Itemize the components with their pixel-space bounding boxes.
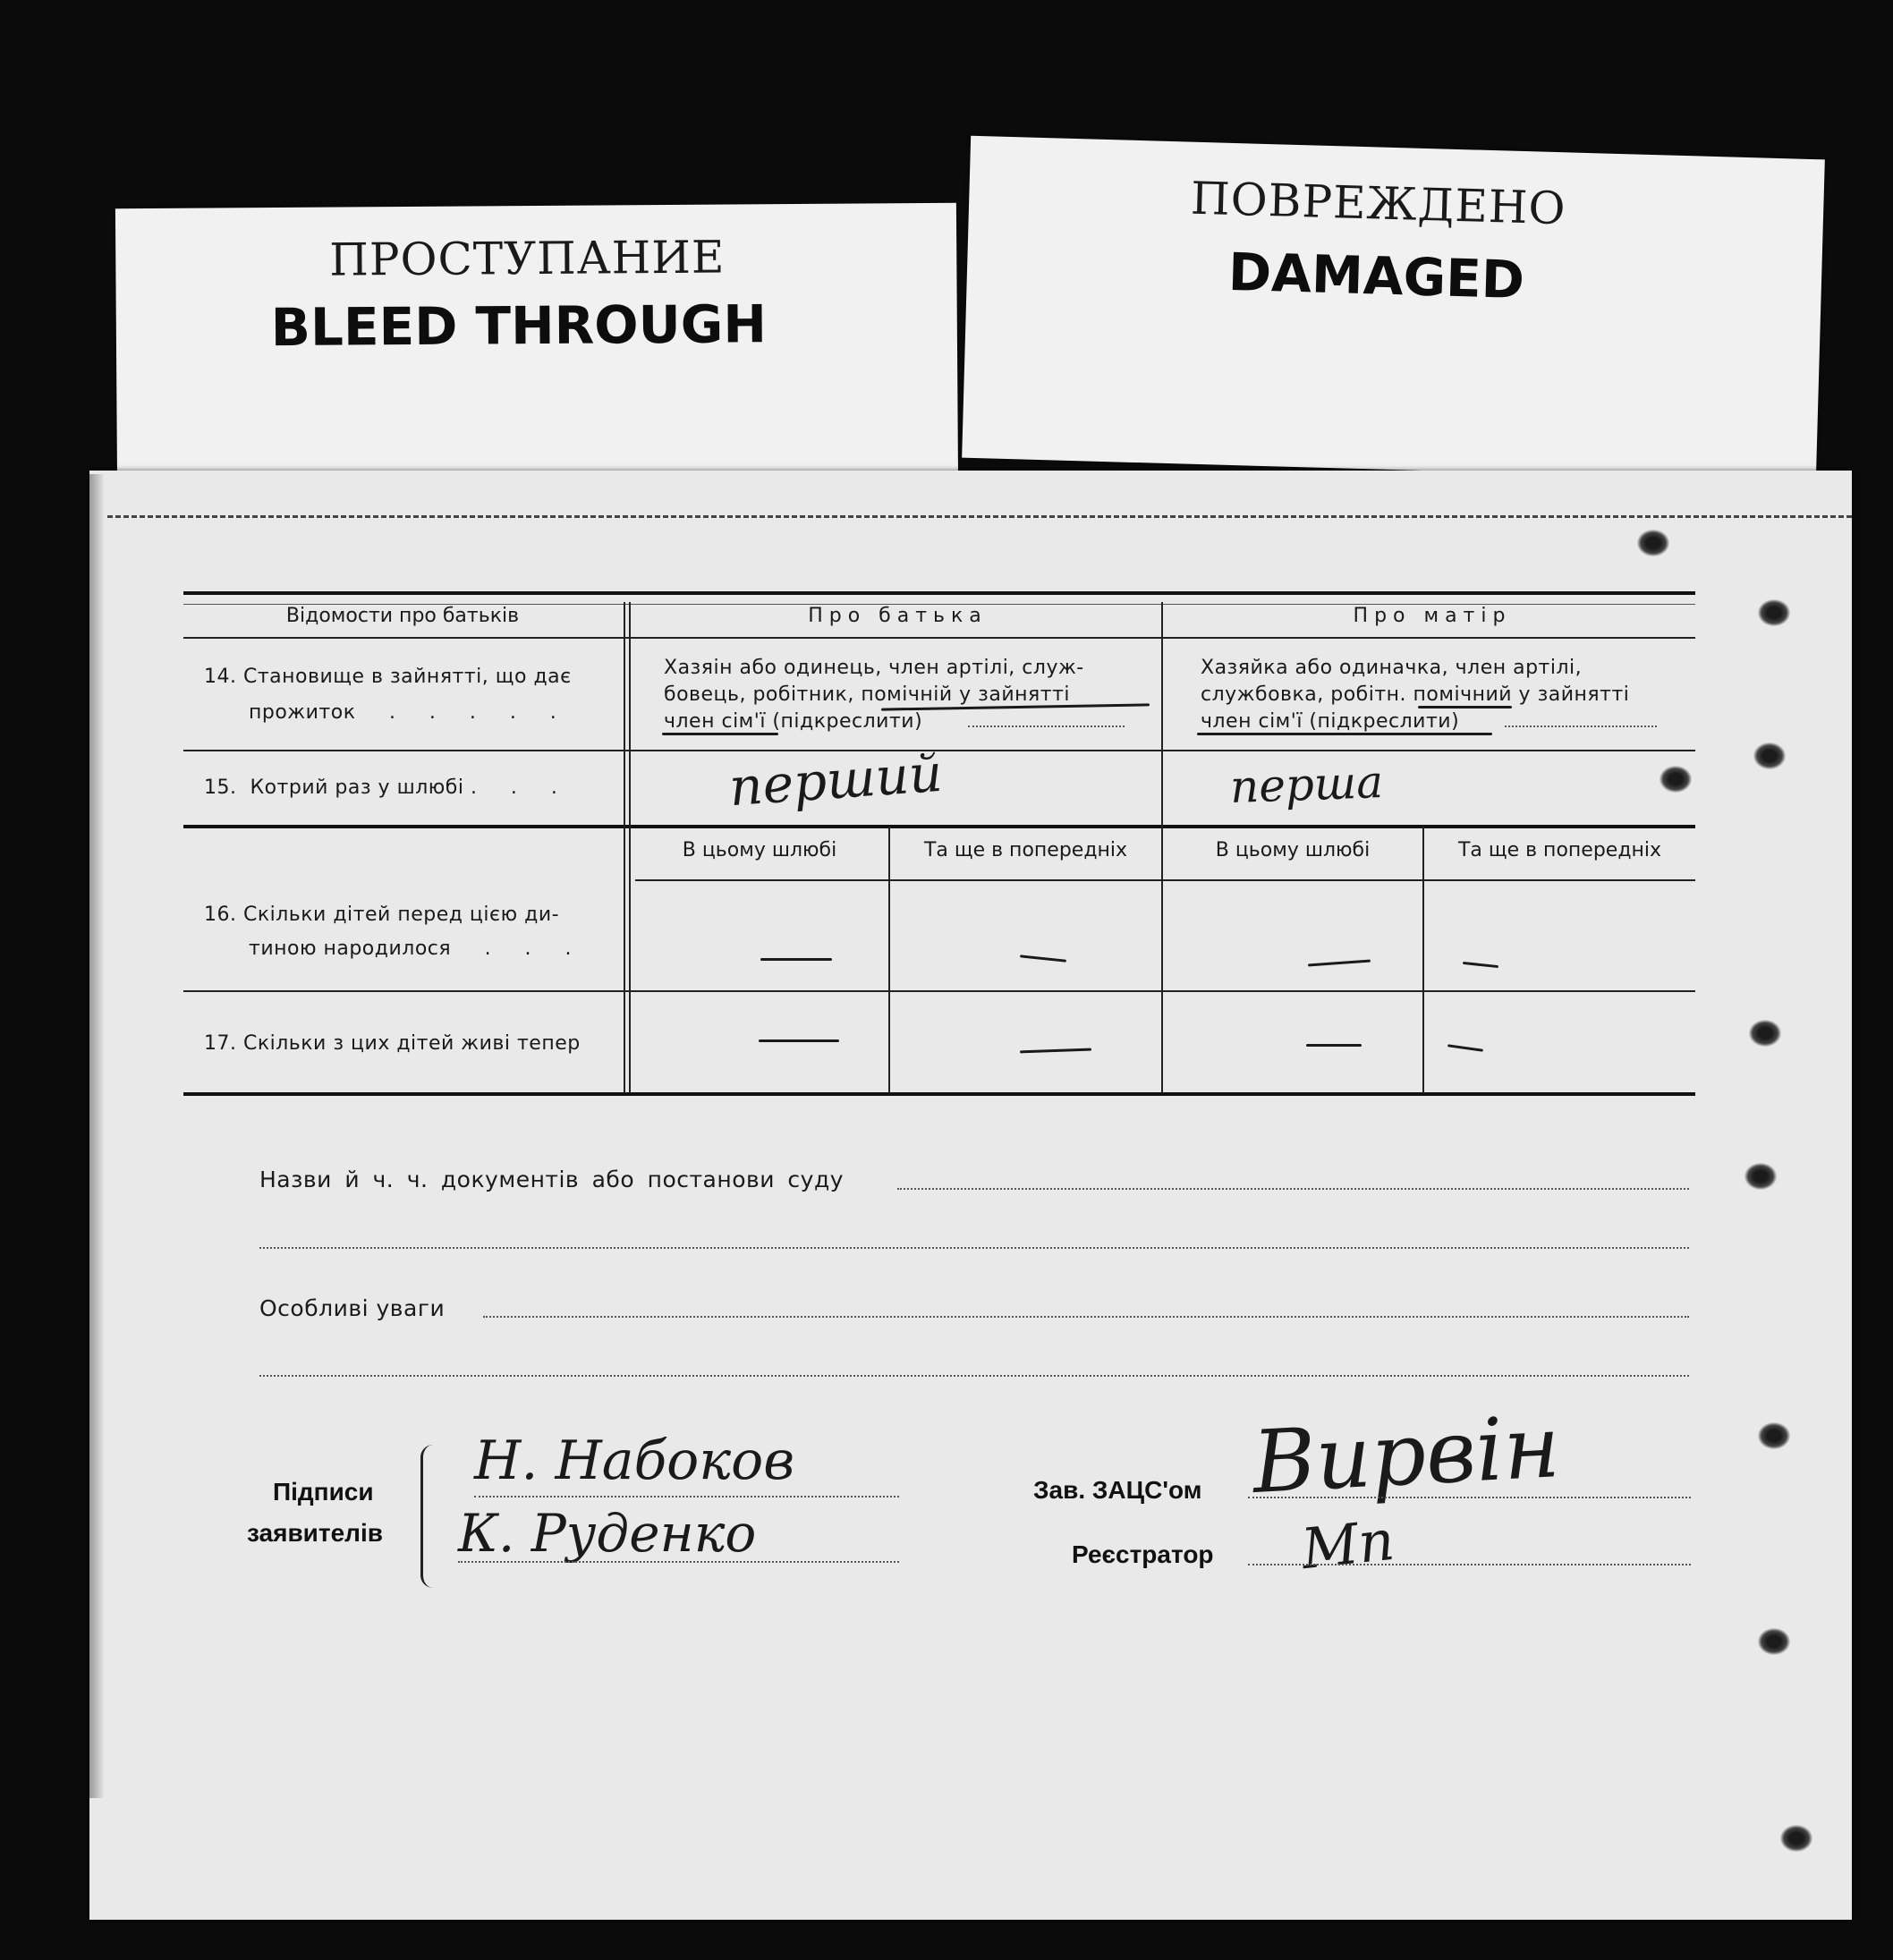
remarks-line-2 bbox=[259, 1375, 1689, 1377]
row16-rule bbox=[183, 990, 1695, 992]
remarks-line-1 bbox=[483, 1316, 1689, 1318]
underline-mother-helper bbox=[1418, 706, 1512, 708]
row14-label-line2: прожиток . . . . . bbox=[249, 701, 557, 724]
row17-label: 17. Скільки з цих дітей живі тепер bbox=[204, 1032, 581, 1055]
underline-father-family bbox=[662, 733, 778, 735]
subheader-mother-this: В цьому шлюбі bbox=[1215, 839, 1371, 861]
row14-mother-line1: Хазяйка або одиначка, член артілі, bbox=[1201, 657, 1583, 679]
row14-father-line2: бовець, робітник, помічній у зайнятті bbox=[664, 683, 1071, 706]
binding-hole bbox=[1660, 766, 1692, 793]
header-rule bbox=[183, 637, 1695, 639]
applicants-label-2: заявителів bbox=[247, 1519, 383, 1547]
underline-mother-family bbox=[1197, 733, 1492, 735]
row16-label-line1: 16. Скільки дітей перед цією ди- bbox=[204, 904, 560, 926]
table-bottom-rule bbox=[183, 1092, 1695, 1096]
binding-hole bbox=[1749, 1020, 1781, 1047]
registrar-label: Реєстратор bbox=[1072, 1540, 1214, 1568]
bleed-through-label-card bbox=[115, 203, 958, 496]
applicant-1-signature: Н. Набоков bbox=[474, 1430, 795, 1492]
table-top-rule bbox=[183, 591, 1695, 595]
row14-mother-line2: службовка, робітн. помічний у зайнятті bbox=[1201, 683, 1630, 706]
subheader-father-this: В цьому шлюбі bbox=[682, 839, 837, 861]
row14-mother-dots bbox=[1505, 725, 1657, 727]
perforation-line bbox=[107, 515, 1852, 518]
subheader-rule bbox=[635, 879, 1695, 881]
head-zags-signature: Вирвін bbox=[1250, 1396, 1563, 1513]
applicant-2-line bbox=[458, 1561, 899, 1563]
row17-mother-this-dash bbox=[1306, 1044, 1362, 1047]
header-about-mother: П р о м а т і р bbox=[1353, 605, 1506, 627]
binding-hole bbox=[1637, 530, 1669, 556]
registrar-signature: Мп bbox=[1298, 1506, 1397, 1582]
header-about-father: П р о б а т ь к а bbox=[808, 605, 981, 627]
col-divider-label bbox=[624, 602, 625, 826]
binding-hole bbox=[1758, 1628, 1790, 1655]
head-zags-label: Зав. ЗАЦС'ом bbox=[1033, 1476, 1202, 1504]
documents-line-2 bbox=[259, 1247, 1689, 1249]
row15-mother-value: перша bbox=[1229, 756, 1384, 813]
remarks-label: Особливі уваги bbox=[259, 1295, 446, 1321]
applicant-2-signature: К. Руденко bbox=[458, 1503, 757, 1564]
row14-label-line1: 14. Становище в зайнятті, що дає bbox=[204, 666, 572, 688]
registrar-line bbox=[1248, 1564, 1691, 1565]
col-divider-label-lower bbox=[624, 827, 625, 1093]
binding-hole bbox=[1780, 1825, 1812, 1852]
applicant-1-line bbox=[474, 1496, 899, 1498]
bleed-through-label-ru: ПРОСТУПАНИЕ bbox=[329, 231, 726, 286]
row17-father-this-dash bbox=[759, 1039, 839, 1042]
binding-hole bbox=[1758, 599, 1790, 626]
col-divider-label-double bbox=[629, 602, 631, 826]
row15-father-value: перший bbox=[726, 742, 945, 819]
sheet-left-edge bbox=[89, 474, 104, 1798]
subheader-father-previous: Та ще в попередніх bbox=[923, 839, 1128, 861]
applicants-brace bbox=[420, 1445, 443, 1588]
subheader-mother-previous: Та ще в попередніх bbox=[1457, 839, 1662, 861]
documents-label: Назви й ч. ч. документів або постанови суду bbox=[259, 1167, 845, 1192]
col-divider-label-lower-double bbox=[629, 827, 631, 1093]
row14-father-line3: член сім'ї (підкреслити) bbox=[664, 710, 923, 733]
col-divider-mother-sub bbox=[1422, 827, 1424, 1093]
damaged-label-card bbox=[962, 136, 1825, 482]
row16-label-line2: тиною народилося . . . bbox=[249, 938, 572, 960]
damaged-label-ru: ПОВРЕЖДЕНО bbox=[1190, 172, 1567, 235]
header-parents-info: Відомости про батьків bbox=[285, 605, 520, 627]
row15-label: 15. Котрий раз у шлюбі . . . bbox=[204, 776, 558, 799]
row14-father-line1: Хазяін або одинець, член артілі, служ- bbox=[664, 657, 1084, 679]
applicants-label-1: Підписи bbox=[273, 1478, 374, 1506]
binding-hole bbox=[1753, 742, 1786, 769]
row14-father-dots bbox=[968, 725, 1125, 727]
documents-line-1 bbox=[897, 1188, 1689, 1190]
head-zags-line bbox=[1248, 1497, 1691, 1498]
row15-rule bbox=[183, 825, 1695, 828]
col-divider-father-sub bbox=[888, 827, 890, 1093]
binding-hole bbox=[1744, 1163, 1777, 1190]
damaged-label-en: DAMAGED bbox=[1227, 241, 1525, 311]
bleed-through-label-en: BLEED THROUGH bbox=[270, 293, 768, 359]
row16-father-this-dash bbox=[760, 958, 832, 961]
row14-mother-line3: член сім'ї (підкреслити) bbox=[1201, 710, 1460, 733]
binding-hole bbox=[1758, 1422, 1790, 1449]
